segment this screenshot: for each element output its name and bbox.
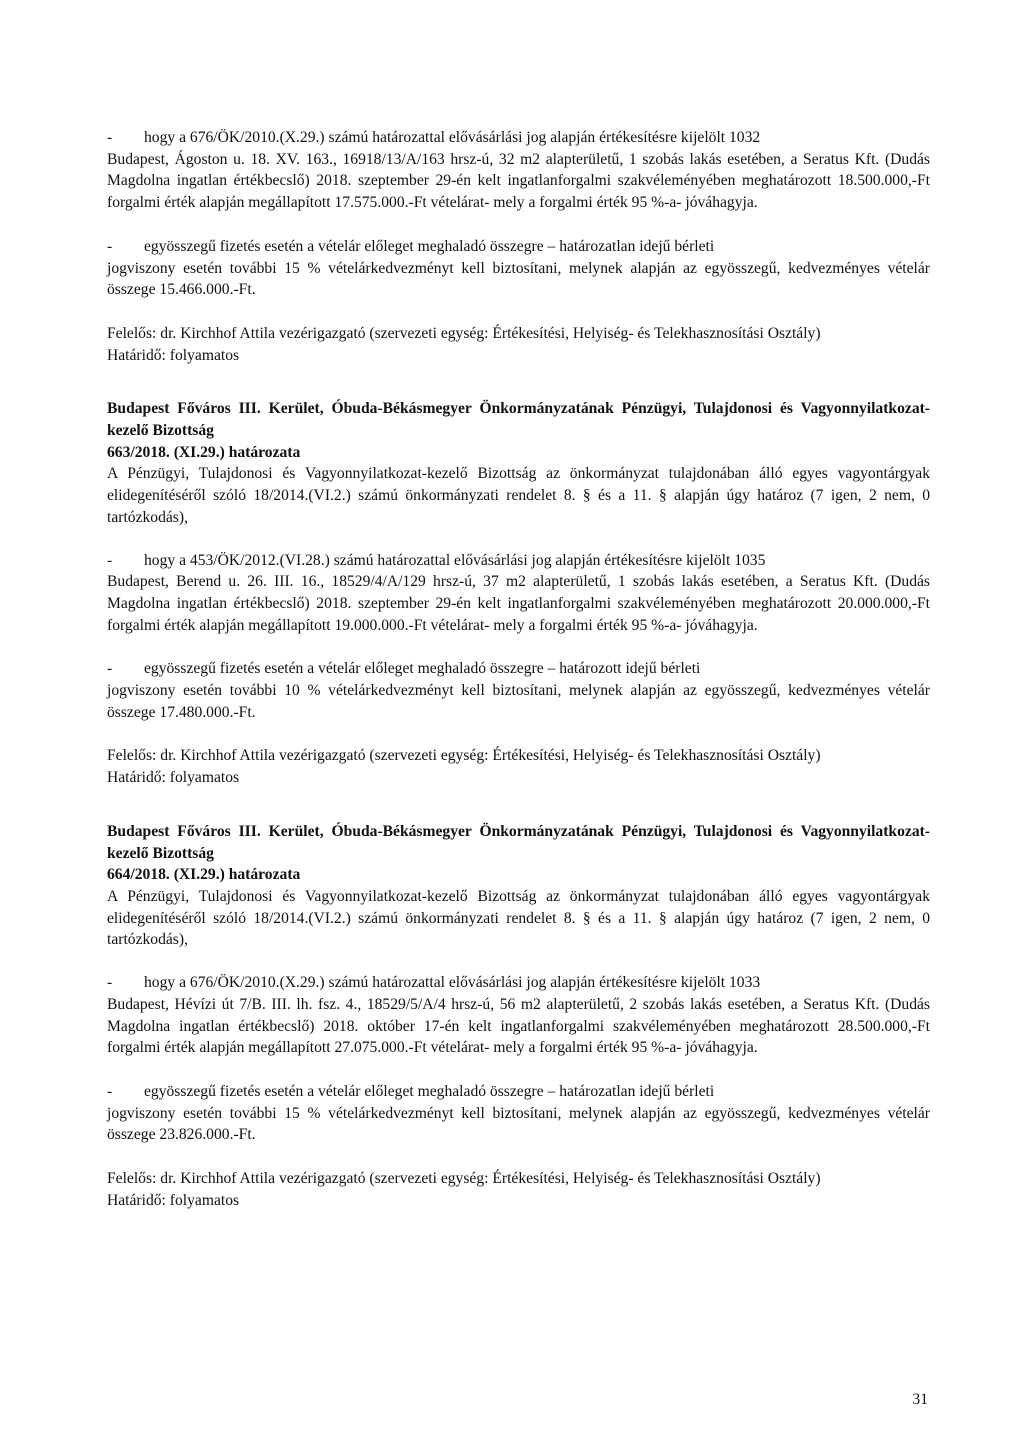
- list-dash: -: [107, 974, 113, 992]
- list-item: [107, 972, 930, 1059]
- list-item-first-line: hogy a 676/ÖK/2010.(X.29.) számú határozattal elővásárlási jog alapján értékesítésre kijelölt 1033: [144, 974, 761, 992]
- resolution-intro: A Pénzügyi, Tulajdonosi és Vagyonnyilatkozat-kezelő Bizottság az önkormányzat tulajdonában álló egyes vagyontárgyak elidegenítéséről szóló 18/2014.(VI.2.) számú önkormányzati rendelet 8. § és a 11. § alapján úgy határoz (7 igen, 2 nem, 0 tartózkodás),: [107, 465, 930, 526]
- list-item-text: Budapest, Hévízi út 7/B. III. lh. fsz. 4., 18529/5/A/4 hrsz-ú, 56 m2 alapterületű, 2 szobás lakás esetében, a Seratus Kft. (Dudás Magdolna ingatlan értékbecslő) 2018. október 17-én kelt ingatlanforgalmi szakvéleményében meghatározott 28.500.000,-Ft forgalmi érték alapján megállapított 27.075.000.-Ft vételárat- mely a forgalmi érték 95 %-a- jóváhagyja.: [107, 995, 930, 1057]
- list-item-text: Budapest, Ágoston u. 18. XV. 163., 16918/13/A/163 hrsz-ú, 32 m2 alapterületű, 1 szobás lakás esetében, a Seratus Kft. (Dudás Magdolna ingatlan értékbecslő) 2018. szeptember 29-én kelt ingatlanforgalmi szakvéleményében meghatározott 18.500.000,-Ft forgalmi érték alapján megállapított 17.575.000.-Ft vételárat- mely a forgalmi érték 95 %-a- jóváhagyja.: [107, 150, 930, 212]
- list-item: [107, 236, 930, 301]
- list-item-text: jogviszony esetén további 15 % vételárkedvezményt kell biztosítani, melynek alapján az egyösszegű, kedvezményes vételár összege 15.466.000.-Ft.: [107, 259, 930, 299]
- resolution-block: [107, 821, 930, 1212]
- list-item-first-line: egyösszegű fizetés esetén a vételár előleget meghaladó összegre – határozatlan idejű bérleti: [144, 237, 715, 255]
- deadline-line: Határidő: folyamatos: [107, 769, 240, 787]
- responsible-line: Felelős: dr. Kirchhof Attila vezérigazgató (szervezeti egység: Értékesítési, Helyiség- és Telekhasznosítási Osztály): [107, 324, 821, 342]
- list-item-text: jogviszony esetén további 10 % vételárkedvezményt kell biztosítani, melynek alapján az egyösszegű, kedvezményes vételár összege 17.480.000.-Ft.: [107, 682, 930, 721]
- list-item: [107, 550, 930, 637]
- responsible-line: Felelős: dr. Kirchhof Attila vezérigazgató (szervezeti egység: Értékesítési, Helyiség- és Telekhasznosítási Osztály): [107, 1170, 821, 1188]
- page-number: 31: [912, 1391, 928, 1408]
- list-item: [107, 658, 930, 723]
- list-dash: -: [107, 1082, 113, 1100]
- list-item-first-line: egyösszegű fizetés esetén a vételár előleget meghaladó összegre – határozatlan idejű bérleti: [144, 1082, 715, 1100]
- list-item-text: Budapest, Berend u. 26. III. 16., 18529/4/A/129 hrsz-ú, 37 m2 alapterületű, 1 szobás lakás esetében, a Seratus Kft. (Dudás Magdolna ingatlan értékbecslő) 2018. szeptember 29-én kelt ingatlanforgalmi szakvéleményében meghatározott 20.000.000,-Ft forgalmi érték alapján megállapított 19.000.000.-Ft vételárat- mely a forgalmi érték 95 %-a- jóváhagyja.: [107, 573, 930, 634]
- responsible-line: Felelős: dr. Kirchhof Attila vezérigazgató (szervezeti egység: Értékesítési, Helyiség- és Telekhasznosítási Osztály): [107, 747, 821, 765]
- committee-heading: Budapest Főváros III. Kerület, Óbuda-Békásmegyer Önkormányzatának Pénzügyi, Tulajdonosi és Vagyonnyilatkozat-kezelő Bizottság: [107, 400, 930, 440]
- committee-heading: Budapest Főváros III. Kerület, Óbuda-Békásmegyer Önkormányzatának Pénzügyi, Tulajdonosi és Vagyonnyilatkozat-kezelő Bizottság: [107, 822, 930, 862]
- list-dash: -: [107, 237, 113, 255]
- resolution-intro: A Pénzügyi, Tulajdonosi és Vagyonnyilatkozat-kezelő Bizottság az önkormányzat tulajdonában álló egyes vagyontárgyak elidegenítéséről szóló 18/2014.(VI.2.) számú önkormányzati rendelet 8. § és a 11. § alapján úgy határoz (7 igen, 2 nem, 0 tartózkodás),: [107, 887, 930, 949]
- resolution-block: [107, 127, 930, 366]
- list-dash: -: [107, 129, 113, 146]
- list-item: [107, 1081, 930, 1146]
- deadline-line: Határidő: folyamatos: [107, 1191, 240, 1209]
- resolution-block: [107, 398, 930, 789]
- list-dash: -: [107, 660, 113, 678]
- resolution-number: 664/2018. (XI.29.) határozata: [107, 866, 301, 884]
- list-item-first-line: hogy a 453/ÖK/2012.(VI.28.) számú határozattal elővásárlási jog alapján értékesítésre kijelölt 1035: [144, 551, 766, 569]
- deadline-line: Határidő: folyamatos: [107, 346, 240, 364]
- list-item: [107, 127, 930, 214]
- document-body: [107, 127, 930, 1211]
- list-item-first-line: hogy a 676/ÖK/2010.(X.29.) számú határozattal elővásárlási jog alapján értékesítésre kijelölt 1032: [144, 129, 761, 146]
- list-dash: -: [107, 551, 113, 569]
- list-item-text: jogviszony esetén további 15 % vételárkedvezményt kell biztosítani, melynek alapján az egyösszegű, kedvezményes vételár összege 23.826.000.-Ft.: [107, 1104, 930, 1144]
- list-item-first-line: egyösszegű fizetés esetén a vételár előleget meghaladó összegre – határozott idejű bérleti: [144, 660, 701, 678]
- resolution-number: 663/2018. (XI.29.) határozata: [107, 443, 301, 461]
